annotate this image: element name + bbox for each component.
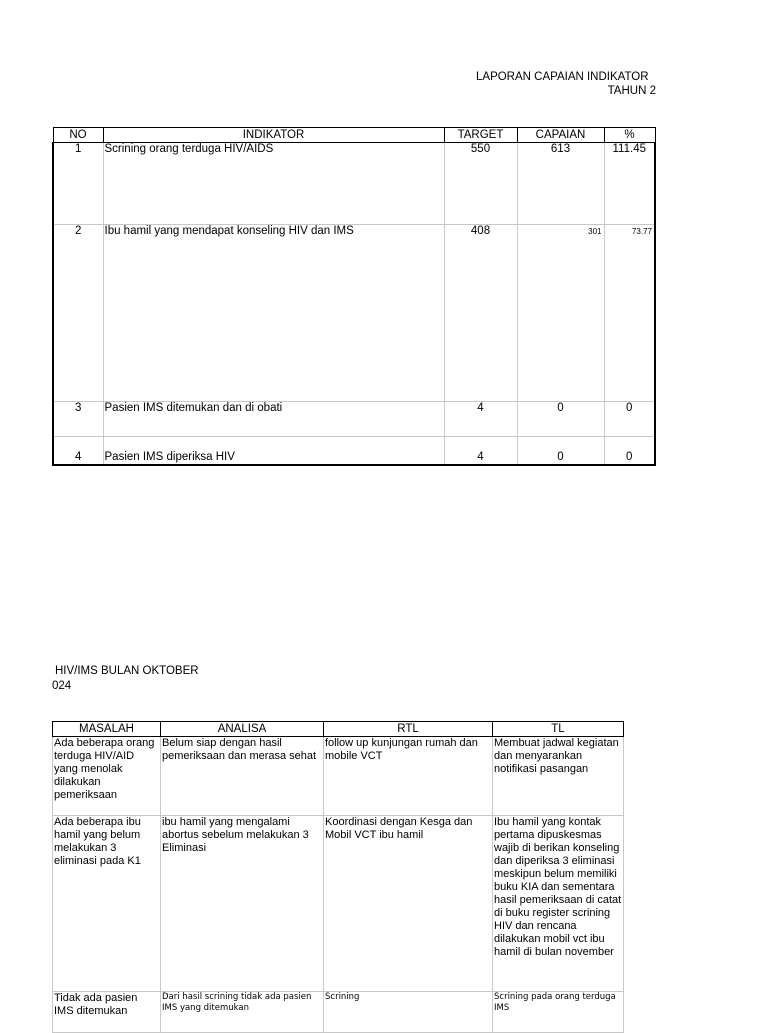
analisa-table [52, 721, 624, 1033]
cell-rtl: Scrining [324, 992, 493, 1033]
report-year-fragment: 024 [52, 680, 72, 692]
cell-masalah: Ada beberapa orang terduga HIV/AID yang menolak dilakukan pemeriksaan [53, 737, 161, 816]
cell-target: 4 [444, 402, 517, 437]
cell-target: 550 [444, 143, 517, 225]
cell-capaian: 613 [517, 143, 604, 225]
cell-persen: 73.77 [604, 225, 655, 402]
table-row [53, 992, 624, 1033]
table-row [53, 437, 655, 466]
cell-persen: 111.45 [604, 143, 655, 225]
header-rtl: RTL [324, 722, 493, 737]
analisa-header-row [53, 722, 624, 737]
cell-capaian: 0 [517, 402, 604, 437]
table-row [53, 143, 655, 225]
table-row [53, 402, 655, 437]
cell-indikator: Pasien IMS ditemukan dan di obati [103, 402, 444, 437]
report-title-line2: TAHUN 2 [607, 85, 656, 97]
cell-masalah: Ada beberapa ibu hamil yang belum melakukan 3 eliminasi pada K1 [53, 816, 161, 992]
header-analisa: ANALISA [161, 722, 324, 737]
cell-tl: Scrining pada orang terduga IMS [493, 992, 624, 1033]
header-capaian: CAPAIAN [517, 128, 604, 143]
report-subtitle: HIV/IMS BULAN OKTOBER [55, 665, 199, 677]
table-row [53, 816, 624, 992]
cell-no: 1 [53, 143, 103, 225]
cell-capaian: 301 [517, 225, 604, 402]
cell-indikator: Pasien IMS diperiksa HIV [103, 437, 444, 466]
report-title-line1: LAPORAN CAPAIAN INDIKATOR [476, 71, 649, 83]
indikator-table [52, 127, 656, 466]
cell-no: 3 [53, 402, 103, 437]
cell-masalah: Tidak ada pasien IMS ditemukan [53, 992, 161, 1033]
cell-analisa: ibu hamil yang mengalami abortus sebelum melakukan 3 Eliminasi [161, 816, 324, 992]
cell-persen: 0 [604, 437, 655, 466]
cell-indikator: Scrining orang terduga HIV/AIDS [103, 143, 444, 225]
cell-tl: Ibu hamil yang kontak pertama dipuskesmas wajib di berikan konseling dan diperiksa 3 eliminasi meskipun belum memiliki buku KIA dan sementara hasil pemeriksaan di catat di buku register scrining HIV dan rencana dilakukan mobil vct ibu hamil di bulan november [493, 816, 624, 992]
cell-capaian: 0 [517, 437, 604, 466]
cell-analisa: Belum siap dengan hasil pemeriksaan dan merasa sehat [161, 737, 324, 816]
header-persen: % [604, 128, 655, 143]
header-tl: TL [493, 722, 624, 737]
table-row [53, 225, 655, 402]
cell-target: 4 [444, 437, 517, 466]
header-no: NO [53, 128, 103, 143]
header-masalah: MASALAH [53, 722, 161, 737]
cell-no: 4 [53, 437, 103, 466]
cell-indikator: Ibu hamil yang mendapat konseling HIV dan IMS [103, 225, 444, 402]
indikator-header-row [53, 128, 655, 143]
cell-rtl: follow up kunjungan rumah dan mobile VCT [324, 737, 493, 816]
cell-no: 2 [53, 225, 103, 402]
header-indikator: INDIKATOR [103, 128, 444, 143]
table-row [53, 737, 624, 816]
cell-analisa: Dari hasil scrining tidak ada pasien IMS yang ditemukan [161, 992, 324, 1033]
cell-target: 408 [444, 225, 517, 402]
cell-persen: 0 [604, 402, 655, 437]
cell-rtl: Koordinasi dengan Kesga dan Mobil VCT ibu hamil [324, 816, 493, 992]
header-target: TARGET [444, 128, 517, 143]
cell-tl: Membuat jadwal kegiatan dan menyarankan notifikasi pasangan [493, 737, 624, 816]
